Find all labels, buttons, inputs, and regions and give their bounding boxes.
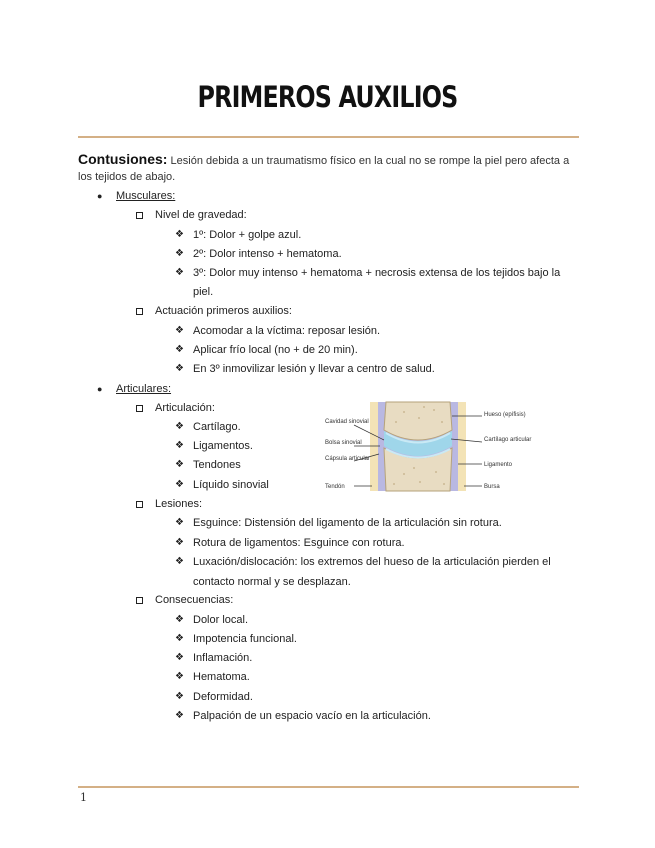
list-item: Aplicar frío local (no + de 20 min).: [193, 344, 358, 356]
label-hueso: Hueso (epífisis): [484, 412, 526, 418]
diamond-bullet-icon: ❖: [175, 440, 184, 451]
checkbox-bullet-icon: [136, 212, 143, 219]
diamond-bullet-icon: ❖: [175, 652, 184, 663]
label-ligamento: Ligamento: [484, 462, 513, 468]
diamond-bullet-icon: ❖: [175, 537, 184, 548]
diamond-bullet-icon: ❖: [175, 363, 184, 374]
diamond-bullet-icon: ❖: [175, 691, 184, 702]
diamond-bullet-icon: ❖: [175, 556, 184, 567]
diamond-bullet-icon: ❖: [175, 479, 184, 490]
list-item: Rotura de ligamentos: Esguince con rotura.: [193, 537, 405, 549]
diamond-bullet-icon: ❖: [175, 517, 184, 528]
list-item: Palpación de un espacio vacío en la articulación.: [193, 710, 431, 722]
diamond-bullet-icon: ❖: [175, 633, 184, 644]
intro-paragraph: [78, 151, 583, 185]
list-item: Impotencia funcional.: [193, 633, 297, 645]
list-item: 2º: Dolor intenso + hematoma.: [193, 248, 342, 260]
list-item-continuation: contacto normal y se desplazan.: [193, 576, 351, 588]
checkbox-bullet-icon: [136, 597, 143, 604]
joint-anatomy-figure: [324, 402, 532, 491]
top-divider: [78, 136, 579, 138]
diamond-bullet-icon: ❖: [175, 229, 184, 240]
list-item-continuation: piel.: [193, 286, 214, 298]
subsection-lesiones: Lesiones:: [155, 498, 203, 510]
subsection-actuacion: Actuación primeros auxilios:: [155, 305, 292, 317]
diamond-bullet-icon: ❖: [175, 344, 184, 355]
subsection-gravedad: Nivel de gravedad:: [155, 209, 247, 221]
list-item: Deformidad.: [193, 691, 253, 703]
list-item: Cartílago.: [193, 421, 241, 433]
diamond-bullet-icon: ❖: [175, 267, 184, 278]
diamond-bullet-icon: ❖: [175, 421, 184, 432]
list-item: Luxación/dislocación: los extremos del hueso de la articulación pierden el: [193, 556, 551, 568]
diamond-bullet-icon: ❖: [175, 614, 184, 625]
list-item: Líquido sinovial: [193, 479, 269, 491]
list-item: Tendones: [193, 459, 241, 471]
subsection-articulacion: Articulación:: [155, 402, 215, 414]
label-cartilago-articular: Cartílago articular: [484, 437, 532, 443]
label-cavidad-sinovial: Cavidad sinovial: [325, 419, 369, 425]
section-musculares: Musculares:: [116, 190, 176, 202]
section-articulares: Articulares:: [116, 383, 172, 395]
bullet-dot-icon: ●: [97, 384, 103, 394]
list-item: Hematoma.: [193, 671, 250, 683]
label-bolsa-sinovial: Bolsa sinovial: [325, 440, 362, 446]
bullet-dot-icon: ●: [97, 191, 103, 201]
bottom-divider: [78, 786, 579, 788]
list-item: 3º: Dolor muy intenso + hematoma + necrosis extensa de los tejidos bajo la: [193, 267, 561, 279]
label-bursa: Bursa: [484, 484, 500, 490]
diamond-bullet-icon: ❖: [175, 710, 184, 721]
page-title: PRIMEROS AUXILIOS: [197, 80, 458, 114]
upper-bone: [384, 402, 452, 440]
label-capsula-articular: Cápsula articular: [325, 456, 371, 462]
diamond-bullet-icon: ❖: [175, 671, 184, 682]
subsection-consecuencias: Consecuencias:: [155, 594, 234, 606]
list-item: 1º: Dolor + golpe azul.: [193, 229, 302, 241]
list-item: Esguince: Distensión del ligamento de la articulación sin rotura.: [193, 517, 502, 529]
diamond-bullet-icon: ❖: [175, 459, 184, 470]
checkbox-bullet-icon: [136, 308, 143, 315]
intro-text: Lesión debida a un traumatismo físico en la cual no se rompe la piel pero afecta a los tejidos de abajo.: [78, 155, 570, 183]
page-number: 1: [80, 791, 87, 804]
diamond-bullet-icon: ❖: [175, 248, 184, 259]
checkbox-bullet-icon: [136, 501, 143, 508]
diamond-bullet-icon: ❖: [175, 325, 184, 336]
list-item: Acomodar a la víctima: reposar lesión.: [193, 325, 381, 337]
label-tendon: Tendón: [325, 484, 345, 490]
intro-term: Contusiones:: [78, 151, 168, 167]
list-item: Ligamentos.: [193, 440, 253, 452]
list-item: Inflamación.: [193, 652, 253, 664]
list-item: En 3º inmovilizar lesión y llevar a centro de salud.: [193, 363, 435, 375]
list-item: Dolor local.: [193, 614, 249, 626]
checkbox-bullet-icon: [136, 405, 143, 412]
